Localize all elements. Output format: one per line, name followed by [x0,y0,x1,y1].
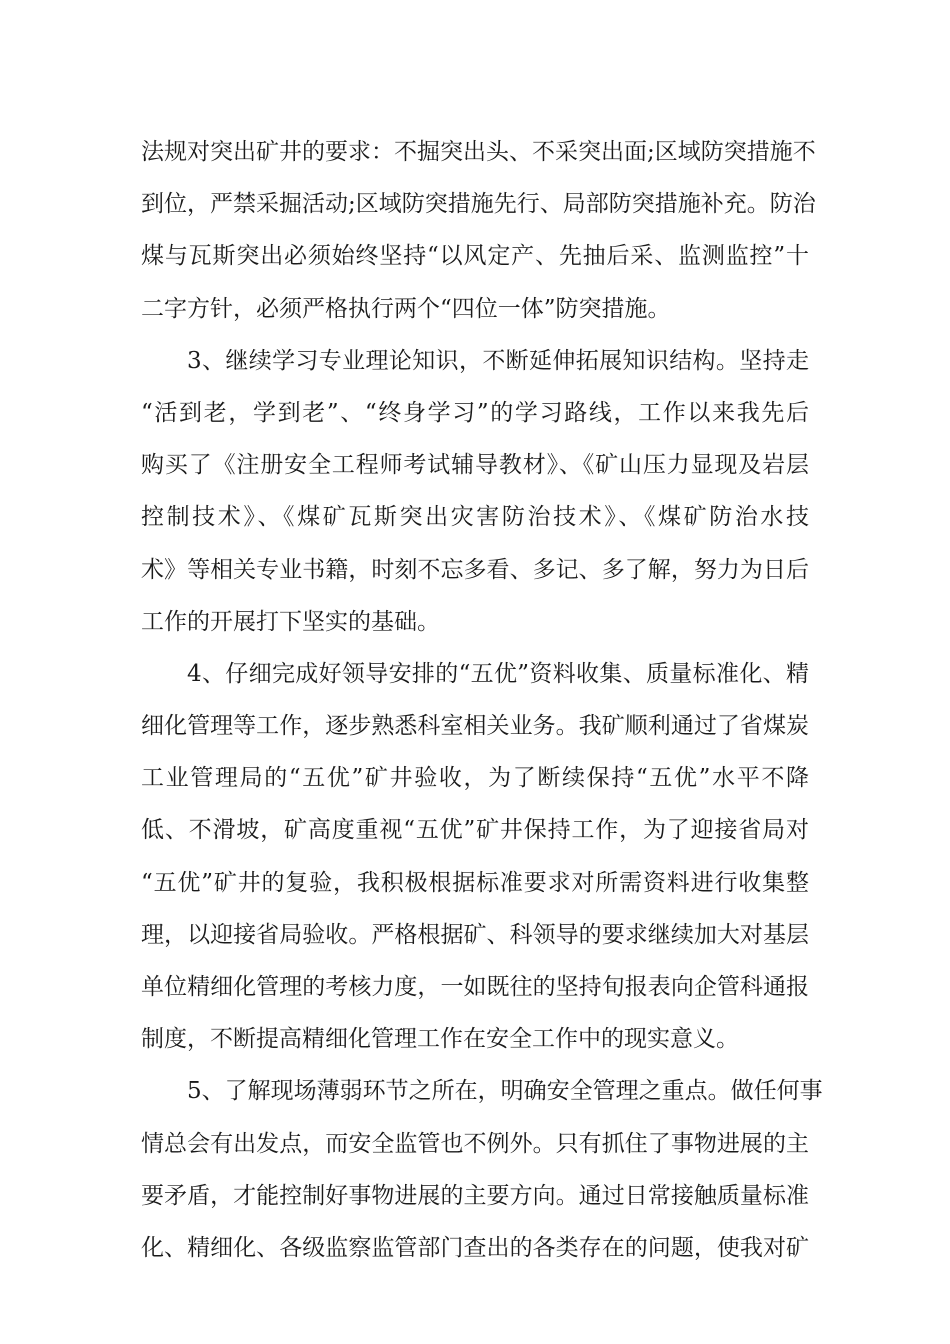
text-line: 理，以迎接省局验收。严格根据矿、科领导的要求继续加大对基层 [141,921,809,948]
text-line: 法规对突出矿井的要求：不掘突出头、不采突出面;区域防突措施不 [141,139,816,165]
text-line: 煤与瓦斯突出必须始终坚持“以风定产、先抽后采、监测监控”十 [141,243,809,270]
text-line: 控制技术》、《煤矿瓦斯突出灾害防治技术》、《煤矿防治水技 [141,504,809,531]
document-body [141,126,823,1274]
text-line: 低、不滑坡，矿高度重视“五优”矿井保持工作，为了迎接省局对 [141,817,809,844]
paragraph-3-start: 3、继续学习专业理论知识，不断延伸拓展知识结构。坚持走 [187,347,809,374]
text-line: 细化管理等工作，逐步熟悉科室相关业务。我矿顺利通过了省煤炭 [141,713,809,740]
text-line: 化、精细化、各级监察监管部门查出的各类存在的问题，使我对矿 [141,1234,809,1261]
text-line: 工作的开展打下坚实的基础。 [141,608,440,635]
text-line: “五优”矿井的复验，我积极根据标准要求对所需资料进行收集整 [141,869,809,896]
text-line: 要矛盾，才能控制好事物进展的主要方向。通过日常接触质量标准 [141,1182,809,1209]
text-line: 制度，不断提高精细化管理工作在安全工作中的现实意义。 [141,1026,739,1053]
text-line: “活到老，学到老”、“终身学习”的学习路线，工作以来我先后 [141,399,809,426]
text-line: 单位精细化管理的考核力度，一如既往的坚持旬报表向企管科通报 [141,974,809,1000]
text-line: 购买了《注册安全工程师考试辅导教材》、《矿山压力显现及岩层 [141,452,809,479]
paragraph-5-start: 5、了解现场薄弱环节之所在，明确安全管理之重点。做任何事 [187,1078,823,1105]
text-line: 情总会有出发点，而安全监管也不例外。只有抓住了事物进展的主 [141,1130,809,1157]
text-line: 工业管理局的“五优”矿井验收，为了断续保持“五优”水平不降 [141,765,809,792]
text-line: 术》等相关专业书籍，时刻不忘多看、多记、多了解，努力为日后 [141,556,809,583]
text-line: 到位，严禁采掘活动;区域防突措施先行、局部防突措施补充。防治 [141,191,816,218]
text-line: 二字方针，必须严格执行两个“四位一体”防突措施。 [141,295,671,322]
paragraph-4-start: 4、仔细完成好领导安排的“五优”资料收集、质量标准化、精 [187,660,809,687]
